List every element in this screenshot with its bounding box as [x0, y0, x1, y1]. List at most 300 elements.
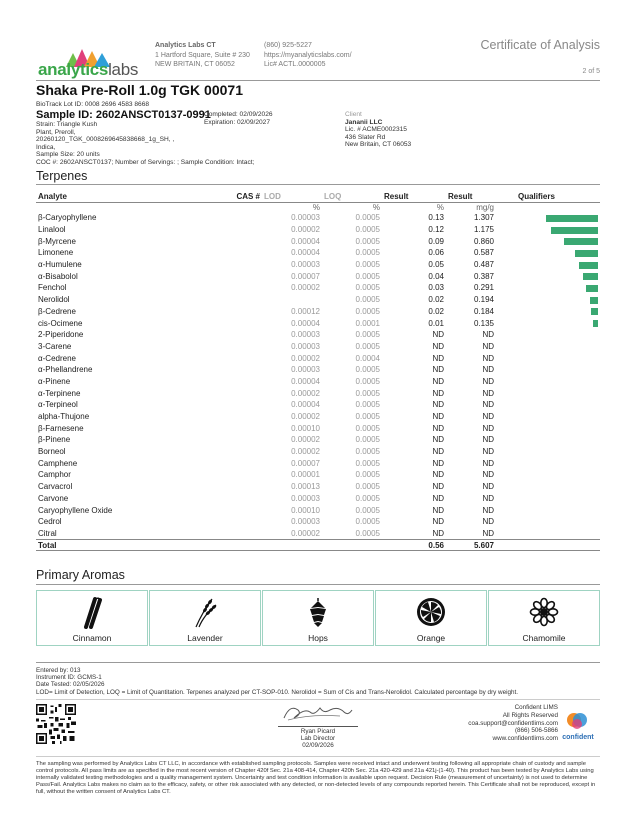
- result-pct: ND: [432, 493, 444, 503]
- loq-value: 0.0005: [355, 412, 380, 422]
- loq-value: 0.0005: [355, 493, 380, 503]
- qualifier-cell: [496, 446, 600, 458]
- lims-name: Confident LIMS: [514, 704, 558, 711]
- lod-value: 0.00013: [291, 482, 320, 492]
- qualifier-cell: [496, 282, 600, 294]
- table-row: [36, 516, 600, 528]
- result-mg: ND: [482, 528, 494, 538]
- lod-value: 0.00003: [291, 341, 320, 351]
- cas-number: [192, 306, 262, 318]
- analyte-name: β-Pinene: [38, 435, 71, 445]
- analyte-name: Citral: [38, 528, 57, 538]
- sample-details: [36, 121, 255, 167]
- result-pct: ND: [432, 388, 444, 398]
- lims-email[interactable]: coa.support@confidentlims.com: [468, 719, 558, 727]
- result-bar: [590, 297, 598, 304]
- product-type: Plant, Preroll,: [36, 128, 76, 136]
- units-row: [36, 202, 600, 212]
- analyte-name: α-Bisabolol: [38, 271, 78, 281]
- qualifier-cell: [496, 387, 600, 399]
- analyte-name: alpha-Thujone: [38, 412, 90, 422]
- qualifier-cell: [496, 528, 600, 540]
- qr-code[interactable]: [36, 704, 76, 744]
- analyte-name: Caryophyllene Oxide: [38, 505, 113, 515]
- analyte-name: Fenchol: [38, 283, 67, 293]
- cas-number: [192, 504, 262, 516]
- logo-wordmark: [38, 60, 138, 80]
- lod-value: 0.00002: [291, 353, 320, 363]
- result-mg: 0.291: [473, 283, 494, 293]
- lod-value: 0.00004: [291, 236, 320, 246]
- cas-number: [192, 270, 262, 282]
- signature-image: [280, 700, 356, 726]
- qualifier-cell: [496, 212, 600, 224]
- analyte-name: Carvone: [38, 493, 69, 503]
- date-tested: Date Tested: 02/05/2026: [36, 681, 105, 689]
- table-row: [36, 411, 600, 423]
- analyte-name: α-Humulene: [38, 260, 82, 270]
- sample-size: Sample Size: 20 units: [36, 151, 100, 159]
- cas-number: [192, 294, 262, 306]
- total-cas: [192, 539, 262, 551]
- result-mg: 0.135: [473, 318, 494, 328]
- cas-number: [192, 434, 262, 446]
- table-row: [36, 247, 600, 259]
- lod-value: 0.00003: [291, 213, 320, 223]
- loq-value: 0.0005: [355, 376, 380, 386]
- aroma-card-chamomile: [488, 590, 600, 646]
- col-result-pct: Result: [382, 192, 446, 202]
- total-pct: 0.56: [382, 539, 446, 551]
- result-mg: ND: [482, 482, 494, 492]
- total-qualifier: [496, 539, 600, 551]
- lod-value: 0.00002: [291, 225, 320, 235]
- result-pct: 0.13: [428, 213, 444, 223]
- result-mg: 0.860: [473, 236, 494, 246]
- result-bar: [579, 262, 598, 269]
- loq-value: 0.0005: [355, 271, 380, 281]
- cas-number: [192, 282, 262, 294]
- cas-number: [192, 457, 262, 469]
- client-label: Client: [345, 111, 362, 118]
- result-pct: ND: [432, 376, 444, 386]
- cas-number: [192, 516, 262, 528]
- aroma-label: Lavender: [187, 633, 223, 643]
- terpenes-section-title: Terpenes: [36, 169, 88, 183]
- result-mg: ND: [482, 435, 494, 445]
- footer-divider-3: [36, 756, 600, 757]
- lod-value: 0.00007: [291, 271, 320, 281]
- client-block: [345, 111, 411, 149]
- result-mg: ND: [482, 458, 494, 468]
- table-row: [36, 469, 600, 481]
- result-pct: 0.12: [428, 225, 444, 235]
- lod-value: 0.00003: [291, 365, 320, 375]
- cas-number: [192, 411, 262, 423]
- client-address2: New Britain, CT 06053: [345, 141, 412, 149]
- table-row: [36, 504, 600, 516]
- lod-value: 0.00004: [291, 376, 320, 386]
- disclaimer: The sampling was performed by Analytics Labs CT LLC, in accordance with established sampling protocols. Samples were received intact and underwent testing following all appropriate chain of custody and sample control protocols. All pass limits are as specified in the most recent version of Chapter 420f Sec. 21a 408-414, Chapter 420h Sec. 21a 420-429 and 21a 421j-(1-40). This product has been tested by Analytics Labs using internally validated testing methodologies and a quality management system. Uncertainty and test condition information is available upon request. Decision Rule (measurement of uncertainty) is not used to determine Pass/Fail. Analytics Labs makes no claim as to the efficacy, safety, or other risk associated with any detected, or non-detected levels of any compounds reported herein. This Certificate shall not be reproduced, except in full, without the written consent of Analytics Labs CT.: [36, 761, 596, 795]
- aromas-section-title: Primary Aromas: [36, 568, 125, 582]
- result-pct: ND: [432, 482, 444, 492]
- cas-number: [192, 528, 262, 540]
- total-mg: 5.607: [446, 539, 496, 551]
- qualifier-cell: [496, 376, 600, 388]
- loq-value: 0.0005: [355, 365, 380, 375]
- loq-value: 0.0005: [355, 447, 380, 457]
- lab-contact-block: [264, 41, 352, 70]
- cas-number: [192, 235, 262, 247]
- result-mg: 1.307: [473, 213, 494, 223]
- aromas-divider: [36, 584, 600, 585]
- qualifier-cell: [496, 399, 600, 411]
- analyte-name: 3-Carene: [38, 341, 72, 351]
- table-row: [36, 399, 600, 411]
- loq-value: 0.0005: [355, 236, 380, 246]
- lod-value: 0.00002: [291, 412, 320, 422]
- analyte-name: Limonene: [38, 248, 74, 258]
- qualifier-cell: [496, 224, 600, 236]
- analyte-name: α-Terpineol: [38, 400, 78, 410]
- table-row: [36, 364, 600, 376]
- qualifier-cell: [496, 294, 600, 306]
- table-row: [36, 422, 600, 434]
- cas-number: [192, 481, 262, 493]
- instrument-id: Instrument ID: GCMS-1: [36, 674, 102, 682]
- result-mg: 0.184: [473, 306, 494, 316]
- table-row: [36, 376, 600, 388]
- analyte-name: α-Cedrene: [38, 353, 76, 363]
- lab-name: Analytics Labs CT: [155, 42, 216, 49]
- result-mg: ND: [482, 423, 494, 433]
- qualifier-cell: [496, 493, 600, 505]
- analyte-name: Borneol: [38, 447, 66, 457]
- cas-number: [192, 212, 262, 224]
- analyte-name: β-Myrcene: [38, 236, 76, 246]
- table-row: [36, 481, 600, 493]
- lod-value: 0.00003: [291, 260, 320, 270]
- result-pct: ND: [432, 412, 444, 422]
- result-mg: ND: [482, 353, 494, 363]
- qualifier-cell: [496, 504, 600, 516]
- analyte-name: Linalool: [38, 225, 66, 235]
- qualifier-cell: [496, 235, 600, 247]
- result-mg: ND: [482, 388, 494, 398]
- strain: Strain: Triangle Kush: [36, 121, 98, 128]
- result-bar: [583, 273, 598, 280]
- client-name: Jananii LLC: [345, 118, 383, 126]
- qualifier-cell: [496, 457, 600, 469]
- table-row: [36, 306, 600, 318]
- col-result-mg: Result: [446, 192, 496, 202]
- loq-value: 0.0005: [355, 330, 380, 340]
- result-mg: 0.587: [473, 248, 494, 258]
- result-bar: [551, 227, 598, 234]
- loq-value: 0.0005: [355, 400, 380, 410]
- confident-logo-text: confident: [562, 734, 594, 741]
- aroma-card-orange: [375, 590, 487, 646]
- lod-value: 0.00002: [291, 447, 320, 457]
- confident-logo: [553, 710, 603, 742]
- table-row: [36, 434, 600, 446]
- result-pct: 0.09: [428, 236, 444, 246]
- loq-value: 0.0005: [355, 225, 380, 235]
- loq-value: 0.0005: [355, 248, 380, 258]
- result-pct: 0.01: [428, 318, 444, 328]
- qualifier-cell: [496, 247, 600, 259]
- sample-id: Sample ID: 2602ANSCT0137-0991: [36, 109, 211, 121]
- result-bar: [546, 215, 598, 222]
- col-analyte: Analyte: [36, 192, 192, 202]
- page-number: 2 of 5: [582, 68, 600, 75]
- analyte-name: Camphor: [38, 470, 71, 480]
- loq-value: 0.0005: [355, 388, 380, 398]
- unit-result-mg: mg/g: [476, 202, 494, 212]
- lavender-icon: [188, 595, 222, 629]
- cas-number: [192, 352, 262, 364]
- result-pct: ND: [432, 435, 444, 445]
- orange-icon: [414, 595, 448, 629]
- coc: COC #: 2602ANSCT0137; Number of Servings: ; Sample Condition: Intact;: [36, 158, 255, 166]
- table-row: [36, 329, 600, 341]
- aroma-label: Hops: [308, 633, 328, 643]
- dates-block: [204, 111, 273, 126]
- table-row: [36, 235, 600, 247]
- loq-value: 0.0005: [355, 482, 380, 492]
- hops-icon: [301, 595, 335, 629]
- loq-value: 0.0005: [355, 470, 380, 480]
- lims-phone: (866) 506-5866: [514, 727, 558, 735]
- analyte-name: β-Caryophyllene: [38, 213, 97, 223]
- result-pct: 0.02: [428, 295, 444, 305]
- lod-value: 0.00002: [291, 528, 320, 538]
- result-pct: ND: [432, 353, 444, 363]
- lod-value: 0.00003: [291, 493, 320, 503]
- result-mg: 0.387: [473, 271, 494, 281]
- unit-loq: %: [372, 202, 380, 212]
- result-pct: ND: [432, 423, 444, 433]
- result-bar: [593, 320, 598, 327]
- aroma-label: Cinnamon: [72, 633, 112, 643]
- result-bar: [591, 308, 598, 315]
- lod-value: 0.00012: [291, 306, 320, 316]
- loq-value: 0.0005: [355, 341, 380, 351]
- result-pct: 0.03: [428, 283, 444, 293]
- origin: Indica,: [36, 143, 56, 151]
- qualifier-cell: [496, 364, 600, 376]
- lab-website[interactable]: https://myanalyticslabs.com/: [264, 51, 352, 59]
- qualifier-cell: [496, 481, 600, 493]
- table-row: [36, 446, 600, 458]
- signer-date: 02/09/2026: [302, 742, 334, 750]
- result-pct: 0.04: [428, 271, 444, 281]
- loq-value: 0.0001: [355, 318, 380, 328]
- loq-value: 0.0005: [355, 283, 380, 293]
- loq-value: 0.0005: [355, 260, 380, 270]
- cas-number: [192, 399, 262, 411]
- lims-info: [468, 704, 558, 743]
- lod-value: 0.00003: [291, 517, 320, 527]
- result-mg: ND: [482, 470, 494, 480]
- qualifier-cell: [496, 270, 600, 282]
- cas-number: [192, 376, 262, 388]
- analyte-name: Carvacrol: [38, 482, 73, 492]
- qualifier-cell: [496, 469, 600, 481]
- result-mg: ND: [482, 376, 494, 386]
- cas-number: [192, 446, 262, 458]
- result-mg: 0.487: [473, 260, 494, 270]
- analyte-name: α-Phellandrene: [38, 365, 93, 375]
- analyte-name: α-Terpinene: [38, 388, 81, 398]
- cas-number: [192, 387, 262, 399]
- cas-number: [192, 469, 262, 481]
- result-mg: ND: [482, 341, 494, 351]
- document-title: Certificate of Analysis: [480, 38, 600, 52]
- lab-address-line1: 1 Hartford Square, Suite # 230: [155, 51, 250, 59]
- table-row: [36, 341, 600, 353]
- col-lod: LOD: [262, 192, 322, 202]
- table-row: [36, 212, 600, 224]
- qualifier-cell: [496, 329, 600, 341]
- qualifier-cell: [496, 422, 600, 434]
- col-qualifiers: Qualifiers: [496, 192, 600, 202]
- result-mg: ND: [482, 365, 494, 375]
- table-row: [36, 387, 600, 399]
- result-pct: ND: [432, 458, 444, 468]
- lod-value: 0.00010: [291, 423, 320, 433]
- logo-text-analytics: analytics: [38, 60, 109, 79]
- qualifier-cell: [496, 434, 600, 446]
- table-row: [36, 352, 600, 364]
- completed-date: Completed: 02/09/2026: [204, 111, 273, 118]
- total-lod: [262, 539, 322, 551]
- lod-value: 0.00002: [291, 388, 320, 398]
- analyte-name: Camphene: [38, 458, 78, 468]
- loq-value: 0.0005: [355, 306, 380, 316]
- aroma-label: Chamomile: [522, 633, 566, 643]
- lod-value: 0.00010: [291, 505, 320, 515]
- total-label: Total: [36, 539, 192, 551]
- result-pct: 0.05: [428, 260, 444, 270]
- result-mg: ND: [482, 447, 494, 457]
- lod-value: 0.00002: [291, 283, 320, 293]
- loq-value: 0.0005: [355, 295, 380, 305]
- loq-value: 0.0005: [355, 528, 380, 538]
- table-row: [36, 224, 600, 236]
- analyte-name: β-Cedrene: [38, 306, 76, 316]
- col-loq: LOQ: [322, 192, 382, 202]
- unit-lod: %: [312, 202, 320, 212]
- loq-value: 0.0005: [355, 435, 380, 445]
- terpenes-divider: [36, 184, 600, 185]
- table-row: [36, 528, 600, 540]
- result-mg: ND: [482, 400, 494, 410]
- signer-name: Ryan Picard: [300, 728, 336, 735]
- cinnamon-icon: [75, 595, 109, 629]
- result-pct: 0.06: [428, 248, 444, 258]
- table-row: [36, 493, 600, 505]
- result-pct: ND: [432, 365, 444, 375]
- result-mg: ND: [482, 412, 494, 422]
- result-pct: ND: [432, 505, 444, 515]
- client-license: Lic. # ACME0002315: [345, 126, 407, 134]
- biotrack-lot-id: BioTrack Lot ID: 0008 2696 4583 8668: [36, 101, 150, 108]
- table-row: [36, 317, 600, 329]
- table-row: [36, 259, 600, 271]
- entered-by: Entered by: 013: [36, 667, 81, 674]
- cas-number: [192, 317, 262, 329]
- qualifier-cell: [496, 352, 600, 364]
- analyte-name: Cedrol: [38, 517, 62, 527]
- analyte-name: Nerolidol: [38, 295, 70, 305]
- result-pct: 0.02: [428, 306, 444, 316]
- unit-result-pct: %: [436, 202, 444, 212]
- lod-value: 0.00001: [291, 470, 320, 480]
- result-pct: ND: [432, 528, 444, 538]
- table-row: [36, 270, 600, 282]
- result-mg: ND: [482, 330, 494, 340]
- loq-value: 0.0005: [355, 458, 380, 468]
- cas-number: [192, 329, 262, 341]
- aroma-card-cinnamon: [36, 590, 148, 646]
- lims-website[interactable]: www.confidentlims.com: [492, 735, 558, 743]
- analyte-name: cis-Ocimene: [38, 318, 83, 328]
- aroma-card-hops: [262, 590, 374, 646]
- total-loq: [322, 539, 382, 551]
- lab-license: Lic# ACTL.0000005: [264, 61, 326, 68]
- table-row: [36, 457, 600, 469]
- lod-value: 0.00004: [291, 318, 320, 328]
- loq-value: 0.0005: [355, 423, 380, 433]
- client-address1: 436 Slater Rd: [345, 133, 386, 141]
- lod-value: 0.00004: [291, 248, 320, 258]
- confident-logo-mark: [553, 710, 603, 732]
- result-pct: ND: [432, 341, 444, 351]
- loq-value: 0.0004: [355, 353, 380, 363]
- result-mg: ND: [482, 517, 494, 527]
- expiration-date: Expiration: 02/09/2027: [204, 118, 270, 126]
- loq-value: 0.0005: [355, 213, 380, 223]
- result-pct: ND: [432, 470, 444, 480]
- total-row: [36, 539, 600, 551]
- lod-value: 0.00003: [291, 330, 320, 340]
- logo-text-labs: labs: [108, 60, 139, 79]
- loq-value: 0.0005: [355, 505, 380, 515]
- footer-divider: [36, 662, 600, 663]
- qualifier-cell: [496, 516, 600, 528]
- cas-number: [192, 364, 262, 376]
- product-title: Shaka Pre-Roll 1.0g TGK 00071: [36, 82, 243, 98]
- header-divider: [36, 80, 600, 81]
- cas-number: [192, 259, 262, 271]
- qualifier-cell: [496, 317, 600, 329]
- result-mg: ND: [482, 493, 494, 503]
- signer-title: Lab Director: [300, 735, 336, 743]
- lab-phone: (860) 925-5227: [264, 42, 312, 49]
- aroma-label: Orange: [416, 633, 446, 643]
- chamomile-icon: [527, 595, 561, 629]
- result-pct: ND: [432, 447, 444, 457]
- aroma-card-lavender: [149, 590, 261, 646]
- qualifier-cell: [496, 259, 600, 271]
- result-bar: [575, 250, 598, 257]
- lab-address-block: [155, 41, 250, 70]
- lot-line: 20260120_TGK_0008269645838668_1g_SH, ,: [36, 136, 175, 144]
- lod-value: 0.00007: [291, 458, 320, 468]
- result-mg: ND: [482, 505, 494, 515]
- analyte-name: β-Farnesene: [38, 423, 84, 433]
